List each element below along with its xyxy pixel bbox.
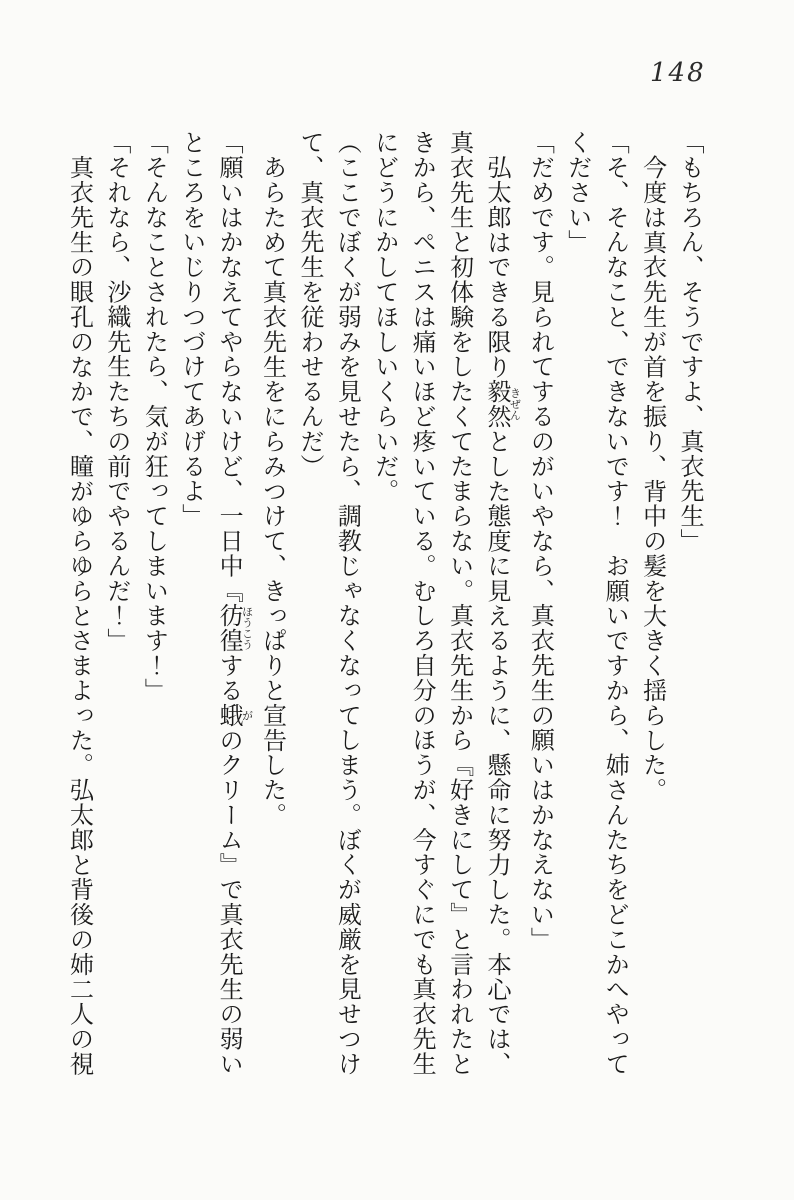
text-line-14: ところをいじりつづけてあげるよ」 xyxy=(177,130,206,529)
text-line-4: ください」 xyxy=(563,130,592,255)
ruby-text: が xyxy=(240,702,254,728)
text-line-16: 「それなら、沙織先生たちの前でやるんだ！」 xyxy=(102,130,131,653)
text-line-5: 「だめです。見られてするのがいやなら、真衣先生の願いはかなえない」 xyxy=(526,130,555,952)
text-block xyxy=(65,130,708,1080)
text-segment: 弘太郎はできる限り xyxy=(482,155,511,380)
text-segment: する xyxy=(215,652,244,703)
ruby-base: 彷徨 xyxy=(215,603,244,653)
furigana-houkou xyxy=(215,603,254,653)
ruby-text: きぜん xyxy=(508,379,522,429)
furigana-kizen xyxy=(482,379,522,429)
text-line-3: 「そ、そんなこと、できないです！ お願いですから、姉さんたちをどこかへやって xyxy=(601,130,630,1077)
page-number: 148 xyxy=(650,58,706,88)
text-segment: 「願いはかなえてやらないけど、一日中『 xyxy=(215,130,244,604)
text-line-8: きから、ペニスは痛いほど疼いている。むしろ自分のほうが、今すぐにでも真衣先生 xyxy=(408,130,437,1077)
ruby-base: 毅然 xyxy=(482,379,511,429)
text-line-13 xyxy=(210,130,253,1080)
text-segment: とした態度に見えるように、懸命に努力した。本心では、 xyxy=(482,428,511,1077)
text-line-11: て、真衣先生を従わせるんだ） xyxy=(295,130,324,479)
text-line-6 xyxy=(478,130,521,1080)
text-line-1: 「もちろん、そうですよ、真衣先生」 xyxy=(676,130,704,554)
text-line-2: 今度は真衣先生が首を振り、背中の髪を大きく揺らした。 xyxy=(638,155,667,803)
text-line-9: にどうにかしてほしいくらいだ。 xyxy=(370,130,399,504)
text-line-12: あらためて真衣先生をにらみつけて、きっぱりと宣告した。 xyxy=(258,155,287,828)
ruby-text: ほうこう xyxy=(240,603,254,653)
text-line-17: 真衣先生の眼孔のなかで、瞳がゆらゆらとさまよった。弘太郎と背後の姉二人の視 xyxy=(65,155,94,1077)
furigana-ga xyxy=(215,702,254,728)
text-line-7: 真衣先生と初体験をしたくてたまらない。真衣先生から『好きにして』と言われたと xyxy=(445,130,474,1077)
text-line-15: 「そんなことされたら、気が狂ってしまいます！」 xyxy=(140,130,169,703)
ruby-base: 蛾 xyxy=(215,702,244,728)
text-line-10: （ここでぼくが弱みを見せたら、調教じゃなくなってしまう。ぼくが威厳を見せつけ xyxy=(333,130,362,1077)
text-segment: のクリーム』で真衣先生の弱い xyxy=(215,727,244,1077)
